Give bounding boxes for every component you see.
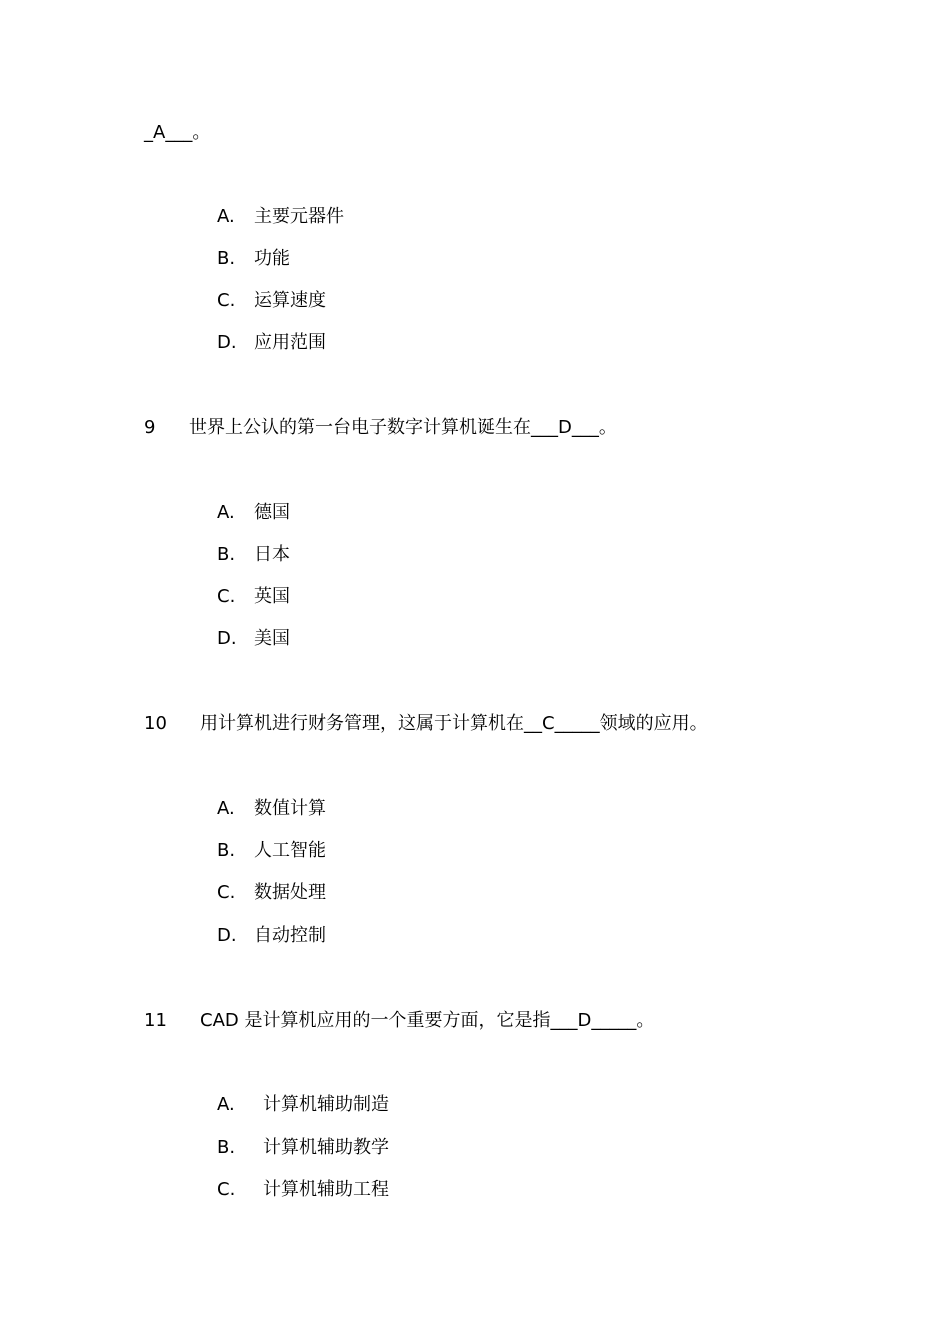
option-text: 应用范围 <box>254 332 326 353</box>
option-letter: B. <box>217 248 236 269</box>
option-letter: C. <box>217 586 236 607</box>
option-text: 德国 <box>254 502 290 523</box>
option-letter: C. <box>217 290 236 311</box>
question-text: 用计算机进行财务管理，这属于计算机在__C_____领域的应用。 <box>200 713 708 734</box>
option-letter: A. <box>217 502 235 523</box>
option-text: 功能 <box>254 248 290 269</box>
question-text: CAD 是计算机应用的一个重要方面，它是指___D_____。 <box>200 1010 655 1031</box>
option-letter: C. <box>217 882 236 903</box>
question-answer-continuation: _A___。 <box>144 122 211 143</box>
option-letter: A. <box>217 1094 235 1115</box>
option-text: 日本 <box>254 544 290 565</box>
option-text: 英国 <box>254 586 290 607</box>
option-text: 人工智能 <box>254 840 326 861</box>
option-text: 数值计算 <box>254 798 326 819</box>
option-text: 计算机辅助教学 <box>263 1137 389 1158</box>
option-text: 计算机辅助工程 <box>263 1179 389 1200</box>
option-letter: A. <box>217 206 235 227</box>
option-letter: A. <box>217 798 235 819</box>
option-text: 数据处理 <box>254 882 326 903</box>
option-letter: B. <box>217 544 236 565</box>
option-letter: D. <box>217 628 237 649</box>
option-letter: B. <box>217 840 236 861</box>
option-letter: C. <box>217 1179 236 1200</box>
option-text: 计算机辅助制造 <box>263 1094 389 1115</box>
option-text: 运算速度 <box>254 290 326 311</box>
option-letter: B. <box>217 1137 236 1158</box>
option-letter: D. <box>217 332 237 353</box>
question-number: 10 <box>144 713 167 734</box>
option-letter: D. <box>217 925 237 946</box>
question-text: 世界上公认的第一台电子数字计算机诞生在___D___。 <box>189 417 617 438</box>
option-text: 美国 <box>254 628 290 649</box>
option-text: 自动控制 <box>254 925 326 946</box>
question-number: 9 <box>144 417 156 438</box>
option-text: 主要元器件 <box>254 206 344 227</box>
question-number: 11 <box>144 1010 167 1031</box>
